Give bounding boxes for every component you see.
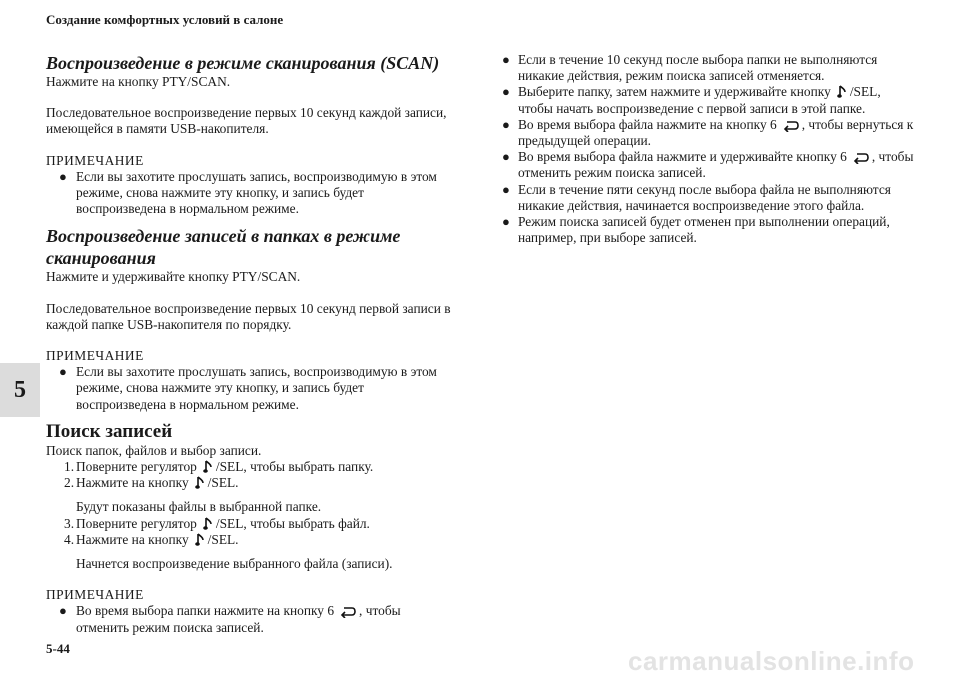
note-item: ● Во время выбора файла нажмите на кнопку 6 , чтобы вернуться к предыдущей операции. <box>502 116 914 149</box>
left-column <box>46 52 456 636</box>
chapter-tab: 5 <box>0 363 40 417</box>
return-arrow-icon <box>853 152 869 164</box>
note-item: ● Во время выбора папки нажмите на кнопку 6 , чтобы отменить режим поиска записей. <box>59 603 401 635</box>
step-result: Будут показаны файлы в выбранной папке. <box>76 499 322 515</box>
return-arrow-icon <box>340 606 356 618</box>
note-item: ● Выберите папку, затем нажмите и удерживайте кнопку /SEL, чтобы начать воспроизведение с первой записи в этой папке. <box>502 84 881 116</box>
bullet-icon: ● <box>59 168 67 184</box>
note-label: ПРИМЕЧАНИЕ <box>46 587 144 603</box>
watermark: carmanualsonline.info <box>628 646 915 676</box>
scan-heading: Воспроизведение в режиме сканирования (SCAN) <box>46 53 440 73</box>
folder-scan-instruction: Нажмите и удерживайте кнопку PTY/SCAN. <box>46 269 301 285</box>
note-item: ● Режим поиска записей будет отменен при выполнении операций, например, при выборе записей. <box>502 214 890 246</box>
right-column <box>502 52 914 246</box>
music-note-icon <box>837 85 847 99</box>
folder-scan-heading: Воспроизведение записей в папках в режиме сканирования <box>46 226 401 269</box>
note-text: Если вы захотите прослушать запись, воспроизводимую в этом режиме, снова нажмите эту кнопку, и запись будет воспроизведена в нормальном режиме. <box>76 168 437 217</box>
folder-scan-description: Последовательное воспроизведение первых 10 секунд первой записи в каждой папке USB-накопителя по порядку. <box>46 300 451 332</box>
bullet-icon: ● <box>59 364 67 380</box>
bullet-icon: ● <box>502 84 510 100</box>
note-label: ПРИМЕЧАНИЕ <box>46 348 144 364</box>
bullet-icon: ● <box>502 214 510 230</box>
step-item: 1. Поверните регулятор /SEL, чтобы выбрать папку. <box>64 459 374 475</box>
bullet-icon: ● <box>502 52 510 67</box>
scan-instruction: Нажмите на кнопку PTY/SCAN. <box>46 74 231 89</box>
note-label: ПРИМЕЧАНИЕ <box>46 152 144 168</box>
search-intro: Поиск папок, файлов и выбор записи. <box>46 442 262 458</box>
note-item <box>46 169 456 218</box>
bullet-icon: ● <box>502 116 510 132</box>
step-item: 4. Нажмите на кнопку /SEL. <box>64 531 239 547</box>
search-heading: Поиск записей <box>46 420 173 442</box>
note-item: ● Во время выбора файла нажмите и удерживайте кнопку 6 , чтобы отменить режим поиска записей. <box>502 149 914 181</box>
note-item: ● Если в течение пяти секунд после выбора файла не выполняются никакие действия, начинается воспроизведение этого файла. <box>502 181 891 213</box>
note-item: ● Если в течение 10 секунд после выбора папки не выполняются никакие действия, режим поиска записей отменяется. <box>502 52 878 84</box>
bullet-icon: ● <box>502 181 510 197</box>
page-number: 5-44 <box>46 641 70 656</box>
note-text: Если вы захотите прослушать запись, воспроизводимую в этом режиме, снова нажмите эту кнопку, и запись будет воспроизведена в нормальном режиме. <box>76 364 437 412</box>
step-result: Начнется воспроизведение выбранного файла (записи). <box>76 556 393 572</box>
return-arrow-icon <box>783 120 799 132</box>
music-note-icon <box>203 517 213 531</box>
scan-description: Последовательное воспроизведение первых 10 секунд каждой записи, имеющейся в памяти USB-накопителя. <box>46 105 447 137</box>
bullet-icon: ● <box>59 603 67 619</box>
page-header: Создание комфортных условий в салоне <box>46 12 284 27</box>
step-item: 2. Нажмите на кнопку /SEL. <box>64 475 239 491</box>
bullet-icon: ● <box>502 149 510 165</box>
note-item <box>46 364 456 413</box>
music-note-icon <box>195 533 205 547</box>
music-note-icon <box>203 460 213 474</box>
music-note-icon <box>195 476 205 490</box>
step-item: 3. Поверните регулятор /SEL, чтобы выбрать файл. <box>64 515 370 531</box>
